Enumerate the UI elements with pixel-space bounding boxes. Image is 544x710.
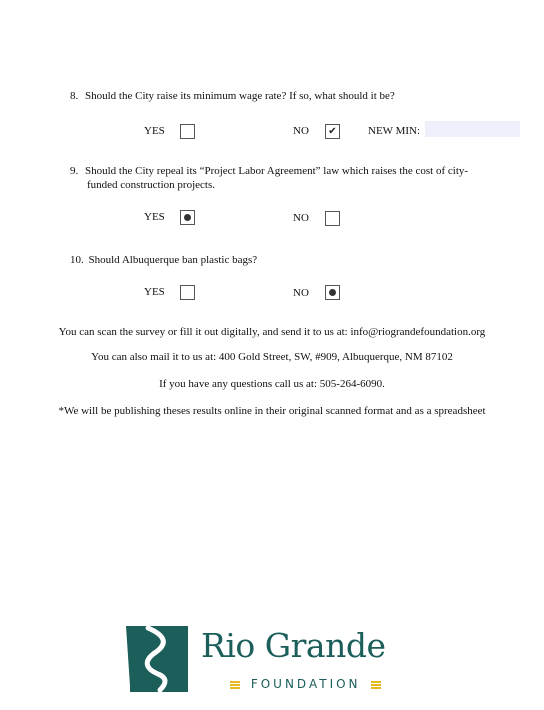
logo-name: Rio Grande xyxy=(201,626,386,665)
question-9 xyxy=(70,164,490,192)
q9-no-radio[interactable] xyxy=(325,211,340,226)
question-text-line1: Should the City repeal its “Project Labor Agreement” law which raises the cost of city- xyxy=(85,165,469,177)
logo-subtitle-row xyxy=(230,677,381,691)
accent-bars-icon xyxy=(230,680,240,690)
q10-no-radio[interactable] xyxy=(325,285,340,300)
question-number: 9. xyxy=(70,165,79,177)
yes-label: YES xyxy=(144,125,165,137)
selected-dot-icon xyxy=(329,289,336,296)
checkmark-icon: ✔ xyxy=(328,126,337,137)
q8-yes-checkbox[interactable] xyxy=(180,124,195,139)
q9-yes-radio[interactable] xyxy=(180,210,195,225)
mail-address-line: You can also mail it to us at: 400 Gold Street, SW, #909, Albuquerque, NM 87102 xyxy=(91,351,453,363)
logo-subtitle: FOUNDATION xyxy=(250,677,361,691)
q10-yes-radio[interactable] xyxy=(180,285,195,300)
accent-bars-icon xyxy=(371,680,381,690)
river-logo-icon xyxy=(126,626,188,692)
selected-dot-icon xyxy=(184,214,191,221)
question-number: 10. xyxy=(70,254,84,266)
question-text-line2: funded construction projects. xyxy=(87,179,215,191)
question-text: Should Albuquerque ban plastic bags? xyxy=(88,254,258,266)
publishing-note: *We will be publishing theses results online in their original scanned format and as a spreadsheet xyxy=(58,405,486,417)
logo xyxy=(126,626,426,696)
no-label: NO xyxy=(293,212,309,224)
no-label: NO xyxy=(293,125,309,137)
phone-line: If you have any questions call us at: 505-264-6090. xyxy=(159,378,385,390)
question-text: Should the City raise its minimum wage rate? If so, what should it be? xyxy=(85,90,395,102)
question-number: 8. xyxy=(70,90,79,102)
contact-email-line: You can scan the survey or fill it out digitally, and send it to us at: info@riograndefoundation.org xyxy=(58,326,486,338)
yes-label: YES xyxy=(144,211,165,223)
new-min-field[interactable] xyxy=(425,121,520,137)
no-label: NO xyxy=(293,287,309,299)
question-10 xyxy=(70,253,257,267)
q8-no-checkbox[interactable] xyxy=(325,124,340,139)
yes-label: YES xyxy=(144,286,165,298)
new-min-label: NEW MIN: xyxy=(368,125,421,137)
question-8 xyxy=(70,89,395,103)
